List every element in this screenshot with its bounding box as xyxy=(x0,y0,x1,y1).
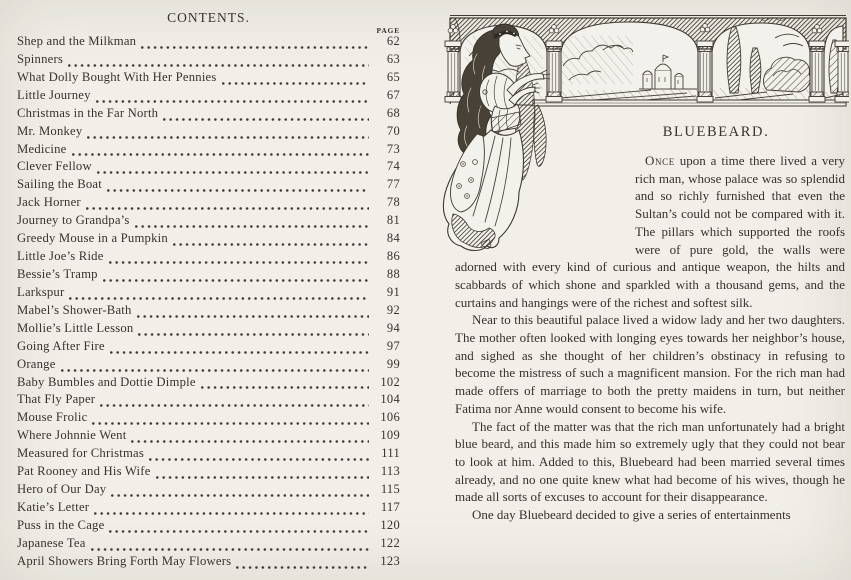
toc-dot-leader xyxy=(110,351,369,354)
story-body xyxy=(455,118,845,524)
toc-page-number: 123 xyxy=(380,553,400,568)
toc-page-number: 102 xyxy=(380,374,400,389)
toc-dot-leader xyxy=(131,440,369,443)
lead-word: Once xyxy=(645,153,675,168)
toc-dot-leader xyxy=(96,100,369,103)
toc-row xyxy=(17,213,400,231)
toc-dot-leader xyxy=(149,458,369,461)
toc-page-number: 70 xyxy=(386,123,400,138)
toc-dot-leader xyxy=(103,279,369,282)
toc-page-number: 63 xyxy=(386,51,400,66)
toc-page-number: 78 xyxy=(386,195,400,210)
toc-dot-leader xyxy=(201,386,369,389)
story-paragraph: The fact of the matter was that the rich man unfortunately had a bright blue beard, and this made him so extremely ugly that they could not bear to look at him. Added to this, Bluebeard had been married several times already, and no one quite knew what had become of his wives, though he made all sorts of excuses to account for their disappearance. xyxy=(455,418,845,505)
toc-dot-leader xyxy=(107,189,369,192)
illustration-text-spacer xyxy=(455,118,635,254)
balustrade-sill xyxy=(533,100,846,106)
toc-dot-leader xyxy=(86,207,369,210)
toc-dot-leader xyxy=(236,566,369,569)
toc-page-number: 92 xyxy=(386,302,400,317)
toc-dot-leader xyxy=(222,82,369,85)
toc-page-number: 77 xyxy=(386,177,400,192)
toc-dot-leader xyxy=(111,494,369,497)
toc-page-number: 91 xyxy=(386,284,400,299)
toc-entry-title: Clever Fellow xyxy=(17,159,92,174)
cypress-tree xyxy=(750,48,761,93)
paragraph-text: upon a time there lived a very rich man, whose palace was so splendid and so richly furnished that even the Sultan’s could not be compared with it. The pillars which supported the roofs were of pure gold, the walls were adorned with every kind of curious and antique weapon, the hilts and scabbards of which shone and sparkled with a thousand gems, and the curtains and hangings were of the richest and softest silk. xyxy=(455,153,845,310)
toc-dot-leader xyxy=(68,64,369,67)
toc-page-number: 120 xyxy=(380,517,400,532)
toc-row xyxy=(17,249,400,267)
story-paragraph: One day Bluebeard decided to give a series of entertainments xyxy=(472,507,791,523)
contents-title: CONTENTS. xyxy=(167,10,250,25)
toc-entry-title: Christmas in the Far North xyxy=(17,105,159,120)
toc-dot-leader xyxy=(137,315,369,318)
toc-entry-title: Baby Bumbles and Dottie Dimple xyxy=(17,374,196,389)
toc-row xyxy=(17,195,400,213)
toc-entry-title: Hero of Our Day xyxy=(17,482,107,497)
toc-dot-leader xyxy=(135,225,369,228)
toc-row xyxy=(17,321,400,339)
toc-entry-title: Katie’s Letter xyxy=(17,499,90,514)
toc-dot-leader xyxy=(91,548,369,551)
toc-entry-title: Sailing the Boat xyxy=(17,177,102,192)
toc-dot-leader xyxy=(163,118,369,121)
toc-list xyxy=(17,34,400,572)
toc-row xyxy=(17,34,400,52)
toc-dot-leader xyxy=(156,476,369,479)
toc-row xyxy=(17,177,400,195)
toc-entry-title: Bessie’s Tramp xyxy=(17,266,98,281)
toc-row xyxy=(17,124,400,142)
toc-page-number: 67 xyxy=(386,87,400,102)
toc-page-number: 122 xyxy=(380,535,400,550)
toc-entry-title: Little Joe’s Ride xyxy=(17,249,104,264)
toc-row xyxy=(17,357,400,375)
toc-row xyxy=(17,52,400,70)
toc-page-number: 81 xyxy=(386,213,400,228)
toc-page-number: 97 xyxy=(386,338,400,353)
toc-page-number: 111 xyxy=(381,446,400,461)
toc-row xyxy=(17,500,400,518)
toc-dot-leader xyxy=(138,333,369,336)
toc-entry-title: Greedy Mouse in a Pumpkin xyxy=(17,231,168,246)
toc-entry-title: Jack Horner xyxy=(17,195,81,210)
toc-row xyxy=(17,285,400,303)
story-page xyxy=(437,0,851,580)
toc-row xyxy=(17,88,400,106)
toc-dot-leader xyxy=(94,512,369,515)
toc-dot-leader xyxy=(87,136,369,139)
toc-page-number: 99 xyxy=(386,356,400,371)
toc-row xyxy=(17,159,400,177)
page-column-label: PAGE xyxy=(376,26,400,35)
wreath-bead xyxy=(499,33,501,35)
toc-dot-leader xyxy=(72,153,369,156)
wreath-bead xyxy=(506,31,508,33)
toc-page-number: 115 xyxy=(380,482,400,497)
toc-page-number: 86 xyxy=(386,249,400,264)
toc-page-number: 113 xyxy=(380,464,400,479)
contents-page xyxy=(17,0,400,580)
toc-row xyxy=(17,106,400,124)
toc-page-number: 117 xyxy=(380,499,400,514)
toc-row xyxy=(17,428,400,446)
story-title: BLUEBEARD. xyxy=(662,124,770,140)
toc-row xyxy=(17,482,400,500)
toc-page-number: 104 xyxy=(380,392,400,407)
toc-dot-leader xyxy=(92,422,369,425)
toc-page-number: 68 xyxy=(386,105,400,120)
toc-page-number: 73 xyxy=(386,141,400,156)
cloud-shading xyxy=(561,36,633,84)
toc-row xyxy=(17,231,400,249)
toc-entry-title: Going After Fire xyxy=(17,338,105,353)
toc-row xyxy=(17,267,400,285)
toc-entry-title: Shep and the Milkman xyxy=(17,34,137,48)
wreath-bead xyxy=(513,33,515,35)
toc-row xyxy=(17,392,400,410)
toc-dot-leader xyxy=(100,404,369,407)
toc-entry-title: Orange xyxy=(17,356,56,371)
toc-entry-title: Little Journey xyxy=(17,87,91,102)
toc-row xyxy=(17,70,400,88)
story-paragraph: Near to this beautiful palace lived a widow lady and her two daughters. The mother often looked with longing eyes towards her neighbor’s house, and sighed as she thought of her children’s obstinacy in refusing to become the mistress of such a magnificent mansion. For the rich man had made offers of marriage to both the pretty maidens in turn, but neither Fatima nor Anne would consent to become his wife. xyxy=(455,312,845,416)
toc-entry-title: Mouse Frolic xyxy=(17,410,88,425)
toc-row xyxy=(17,410,400,428)
toc-entry-title: Measured for Christmas xyxy=(17,446,145,461)
toc-dot-leader xyxy=(69,297,369,300)
toc-page-number: 106 xyxy=(380,410,400,425)
toc-row xyxy=(17,446,400,464)
toc-page-number: 94 xyxy=(386,320,400,335)
toc-entry-title: April Showers Bring Forth May Flowers xyxy=(17,553,232,568)
toc-page-number: 74 xyxy=(386,159,400,174)
toc-row xyxy=(17,339,400,357)
toc-row xyxy=(17,554,400,572)
toc-entry-title: Journey to Grandpa’s xyxy=(17,213,130,228)
toc-entry-title: Japanese Tea xyxy=(17,535,86,550)
toc-page-number: 62 xyxy=(386,34,400,48)
toc-row xyxy=(17,536,400,554)
toc-row xyxy=(17,375,400,393)
toc-page-number: 88 xyxy=(386,266,400,281)
toc-dot-leader xyxy=(109,530,369,533)
toc-entry-title: Pat Rooney and His Wife xyxy=(17,464,151,479)
toc-page-number: 84 xyxy=(386,231,400,246)
toc-entry-title: Puss in the Cage xyxy=(17,517,105,532)
toc-row xyxy=(17,518,400,536)
toc-page-number: 65 xyxy=(386,69,400,84)
toc-row xyxy=(17,303,400,321)
toc-dot-leader xyxy=(109,261,369,264)
toc-dot-leader xyxy=(61,369,369,372)
toc-entry-title: What Dolly Bought With Her Pennies xyxy=(17,69,217,84)
cypress-tree xyxy=(727,27,741,93)
toc-row xyxy=(17,464,400,482)
toc-entry-title: Mollie’s Little Lesson xyxy=(17,320,134,335)
toc-row xyxy=(17,142,400,160)
toc-entry-title: Larkspur xyxy=(17,284,65,299)
toc-page-number: 109 xyxy=(380,428,400,443)
toc-entry-title: Medicine xyxy=(17,141,67,156)
toc-entry-title: Mr. Monkey xyxy=(17,123,83,138)
toc-entry-title: That Fly Paper xyxy=(17,392,96,407)
toc-dot-leader xyxy=(173,243,369,246)
toc-entry-title: Spinners xyxy=(17,51,64,66)
toc-entry-title: Where Johnnie Went xyxy=(17,428,127,443)
toc-dot-leader xyxy=(97,171,369,174)
toc-dot-leader xyxy=(141,46,369,49)
toc-entry-title: Mabel’s Shower-Bath xyxy=(17,302,132,317)
